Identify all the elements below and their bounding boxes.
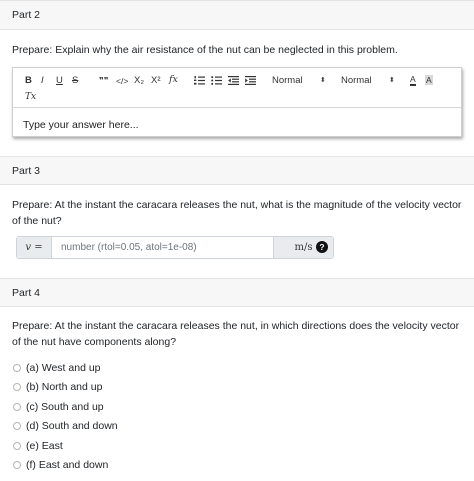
header-select-value: Normal [272, 75, 303, 86]
size-select-value: Normal [341, 75, 372, 86]
part3-header [0, 156, 474, 185]
option-d[interactable] [13, 420, 118, 432]
underline-button[interactable]: U [56, 75, 63, 86]
bold-button[interactable]: B [25, 75, 32, 86]
help-icon[interactable]: ? [316, 241, 328, 253]
formula-button[interactable]: fx [169, 74, 178, 85]
option-e[interactable] [13, 440, 63, 452]
option-label: (a) West and up [26, 362, 101, 374]
indent-icon[interactable] [245, 76, 256, 85]
unit-label: m/s [273, 237, 333, 258]
blockquote-icon[interactable]: ❞❞ [99, 76, 109, 85]
rich-text-editor [12, 67, 462, 137]
variable-label: v = [17, 237, 52, 258]
option-f[interactable] [13, 459, 108, 471]
header-select[interactable] [272, 75, 328, 86]
part2-header [0, 0, 474, 30]
part2-prompt: Prepare: Explain why the air resistance of the nut can be neglected in this problem. [12, 44, 398, 56]
select-arrows-icon: ⬍ [389, 77, 395, 84]
superscript-button[interactable]: X² [151, 75, 161, 86]
ordered-list-icon[interactable] [194, 76, 205, 85]
option-label: (c) South and up [26, 401, 104, 413]
part3-title: Part 3 [12, 164, 41, 177]
radio-button[interactable] [13, 461, 21, 469]
radio-button[interactable] [13, 403, 21, 411]
radio-button[interactable] [13, 383, 21, 391]
part4-prompt: Prepare: At the instant the caracara releases the nut, in which directions does the velocity vector of the nut have components along? [12, 320, 460, 348]
italic-button[interactable]: I [41, 75, 44, 86]
part4-title: Part 4 [12, 286, 41, 299]
editor-toolbar [13, 68, 461, 108]
velocity-input-group [16, 236, 334, 259]
option-label: (f) East and down [26, 459, 109, 471]
option-label: (d) South and down [26, 420, 118, 432]
velocity-input[interactable] [52, 237, 273, 258]
background-color-icon[interactable]: A [426, 75, 432, 85]
select-arrows-icon: ⬍ [320, 77, 326, 84]
text-color-icon[interactable]: A [410, 74, 416, 84]
part4-header [0, 278, 474, 307]
radio-button[interactable] [13, 422, 21, 430]
subscript-button[interactable]: X₂ [134, 75, 145, 86]
option-label: (b) North and up [26, 381, 103, 393]
option-label: (e) East [26, 440, 63, 452]
part2-title: Part 2 [12, 9, 41, 21]
option-b[interactable] [13, 381, 102, 393]
strike-button[interactable]: S [72, 75, 79, 86]
size-select[interactable] [341, 75, 397, 86]
option-c[interactable] [13, 401, 104, 413]
radio-button[interactable] [13, 442, 21, 450]
part3-prompt: Prepare: At the instant the caracara releases the nut, what is the magnitude of the velocity vector of the nut? [12, 199, 462, 227]
code-button[interactable]: </> [116, 76, 129, 86]
clean-format-icon[interactable]: Tx [25, 92, 37, 102]
option-a[interactable] [13, 362, 101, 374]
outdent-icon[interactable] [228, 76, 239, 85]
bullet-list-icon[interactable] [211, 76, 222, 85]
editor-placeholder: Type your answer here... [23, 119, 139, 131]
editor-input-area[interactable] [23, 119, 139, 131]
radio-button[interactable] [13, 364, 21, 372]
